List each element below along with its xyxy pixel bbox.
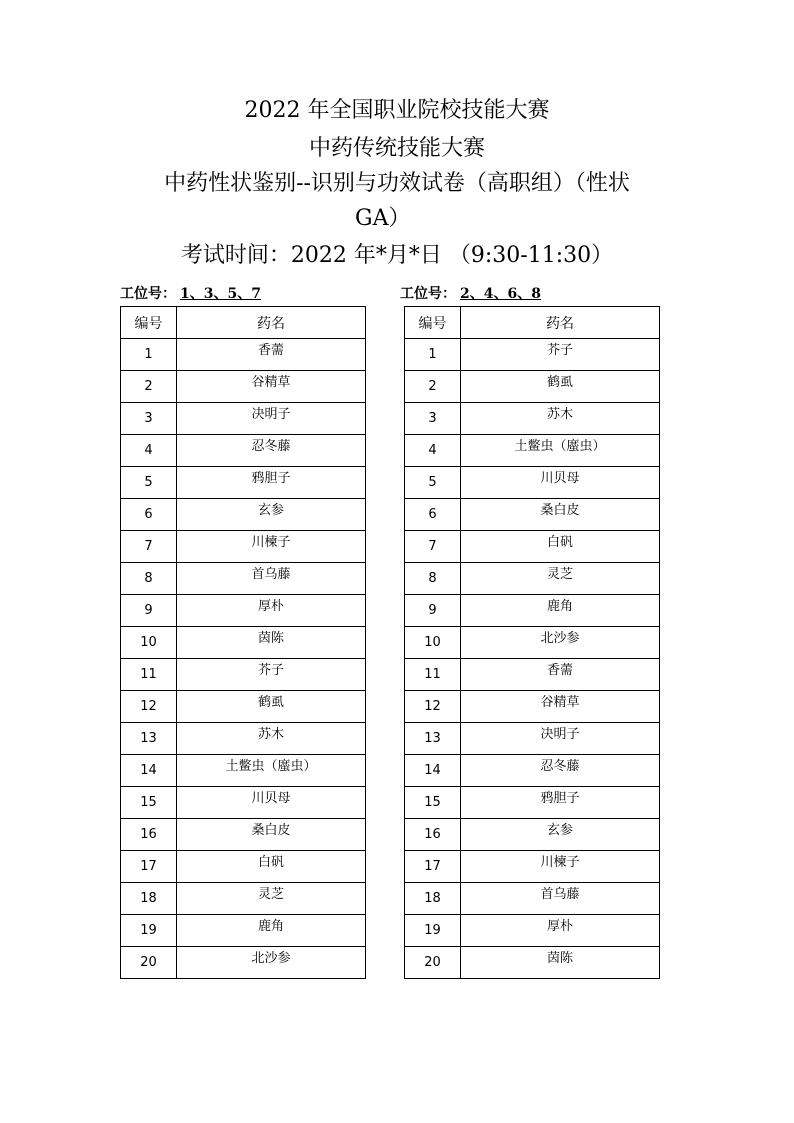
- column-header-name: 药名: [177, 307, 366, 339]
- specimen-name: 首乌藤: [461, 883, 660, 915]
- exam-title-paper-code: GA）: [355, 206, 411, 231]
- specimen-name: 鸦胆子: [177, 467, 366, 499]
- specimen-name: 川楝子: [177, 531, 366, 563]
- table-row: [405, 659, 660, 691]
- row-number: 16: [405, 819, 461, 851]
- row-number: 5: [121, 467, 177, 499]
- specimen-name: 鹿角: [461, 595, 660, 627]
- specimen-name: 灵芝: [177, 883, 366, 915]
- table-row: [121, 563, 366, 595]
- station-right: [400, 283, 541, 303]
- right-specimen-table: [404, 306, 660, 979]
- table-row: [121, 883, 366, 915]
- row-number: 20: [121, 947, 177, 979]
- table-row: [405, 787, 660, 819]
- specimen-name: 土鳖虫（䗪虫）: [461, 435, 660, 467]
- column-header-number: 编号: [121, 307, 177, 339]
- row-number: 6: [121, 499, 177, 531]
- row-number: 2: [121, 371, 177, 403]
- specimen-name: 厚朴: [177, 595, 366, 627]
- table-row: [405, 755, 660, 787]
- column-header-number: 编号: [405, 307, 461, 339]
- table-row: [405, 691, 660, 723]
- table-row: [405, 915, 660, 947]
- row-number: 14: [405, 755, 461, 787]
- row-number: 18: [121, 883, 177, 915]
- station-right-value: 2、4、6、8: [460, 286, 541, 302]
- specimen-name: 谷精草: [177, 371, 366, 403]
- specimen-name: 鹿角: [177, 915, 366, 947]
- exam-title-competition: 2022 年全国职业院校技能大赛: [244, 98, 550, 123]
- row-number: 10: [121, 627, 177, 659]
- row-number: 14: [121, 755, 177, 787]
- row-number: 3: [121, 403, 177, 435]
- row-number: 11: [121, 659, 177, 691]
- row-number: 15: [121, 787, 177, 819]
- specimen-name: 香薷: [461, 659, 660, 691]
- specimen-name: 决明子: [177, 403, 366, 435]
- specimen-name: 川楝子: [461, 851, 660, 883]
- row-number: 13: [405, 723, 461, 755]
- row-number: 20: [405, 947, 461, 979]
- station-left: [120, 283, 261, 303]
- exam-title-paper: 中药性状鉴别--识别与功效试卷（高职组）（性状: [164, 171, 630, 196]
- specimen-name: 茵陈: [177, 627, 366, 659]
- table-row: [405, 723, 660, 755]
- row-number: 19: [121, 915, 177, 947]
- row-number: 1: [121, 339, 177, 371]
- row-number: 12: [405, 691, 461, 723]
- left-specimen-table: [120, 306, 366, 979]
- row-number: 17: [121, 851, 177, 883]
- specimen-name: 北沙参: [461, 627, 660, 659]
- table-row: [405, 851, 660, 883]
- table-row: [121, 531, 366, 563]
- station-left-label: 工位号：: [120, 286, 176, 302]
- table-row: [121, 915, 366, 947]
- station-right-label: 工位号：: [400, 286, 456, 302]
- row-number: 8: [405, 563, 461, 595]
- specimen-name: 决明子: [461, 723, 660, 755]
- specimen-name: 川贝母: [461, 467, 660, 499]
- table-row: [121, 787, 366, 819]
- row-number: 12: [121, 691, 177, 723]
- row-number: 11: [405, 659, 461, 691]
- table-row: [405, 499, 660, 531]
- table-row: [121, 723, 366, 755]
- column-header-name: 药名: [461, 307, 660, 339]
- specimen-name: 苏木: [177, 723, 366, 755]
- table-row: [405, 531, 660, 563]
- table-row: [405, 947, 660, 979]
- row-number: 19: [405, 915, 461, 947]
- specimen-name: 苏木: [461, 403, 660, 435]
- specimen-name: 土鳖虫（䗪虫）: [177, 755, 366, 787]
- table-row: [121, 691, 366, 723]
- row-number: 5: [405, 467, 461, 499]
- specimen-name: 白矾: [177, 851, 366, 883]
- table-row: [121, 403, 366, 435]
- table-row: [121, 755, 366, 787]
- table-header-row: [405, 307, 660, 339]
- row-number: 18: [405, 883, 461, 915]
- table-row: [121, 819, 366, 851]
- row-number: 8: [121, 563, 177, 595]
- table-row: [121, 467, 366, 499]
- table-row: [405, 563, 660, 595]
- specimen-name: 玄参: [461, 819, 660, 851]
- specimen-name: 茵陈: [461, 947, 660, 979]
- specimen-name: 鹤虱: [177, 691, 366, 723]
- station-left-value: 1、3、5、7: [180, 286, 261, 302]
- specimen-name: 香薷: [177, 339, 366, 371]
- specimen-name: 忍冬藤: [177, 435, 366, 467]
- table-row: [121, 947, 366, 979]
- table-row: [121, 659, 366, 691]
- specimen-name: 忍冬藤: [461, 755, 660, 787]
- specimen-name: 芥子: [177, 659, 366, 691]
- specimen-name: 芥子: [461, 339, 660, 371]
- table-row: [405, 371, 660, 403]
- specimen-name: 川贝母: [177, 787, 366, 819]
- row-number: 17: [405, 851, 461, 883]
- table-row: [121, 851, 366, 883]
- table-row: [405, 819, 660, 851]
- table-row: [405, 435, 660, 467]
- row-number: 9: [121, 595, 177, 627]
- row-number: 10: [405, 627, 461, 659]
- table-row: [121, 595, 366, 627]
- specimen-name: 首乌藤: [177, 563, 366, 595]
- table-header-row: [121, 307, 366, 339]
- row-number: 15: [405, 787, 461, 819]
- table-row: [121, 499, 366, 531]
- table-row: [405, 883, 660, 915]
- row-number: 16: [121, 819, 177, 851]
- row-number: 1: [405, 339, 461, 371]
- exam-time: 考试时间：2022 年*月*日 （9:30-11:30）: [180, 243, 614, 268]
- specimen-name: 玄参: [177, 499, 366, 531]
- table-row: [405, 339, 660, 371]
- table-row: [121, 371, 366, 403]
- specimen-name: 桑白皮: [461, 499, 660, 531]
- row-number: 2: [405, 371, 461, 403]
- table-row: [405, 403, 660, 435]
- specimen-name: 鸦胆子: [461, 787, 660, 819]
- row-number: 13: [121, 723, 177, 755]
- row-number: 7: [405, 531, 461, 563]
- specimen-name: 北沙参: [177, 947, 366, 979]
- row-number: 4: [405, 435, 461, 467]
- specimen-name: 白矾: [461, 531, 660, 563]
- row-number: 4: [121, 435, 177, 467]
- row-number: 9: [405, 595, 461, 627]
- row-number: 3: [405, 403, 461, 435]
- row-number: 7: [121, 531, 177, 563]
- table-row: [121, 435, 366, 467]
- row-number: 6: [405, 499, 461, 531]
- table-row: [405, 467, 660, 499]
- specimen-name: 谷精草: [461, 691, 660, 723]
- specimen-name: 厚朴: [461, 915, 660, 947]
- table-row: [405, 627, 660, 659]
- table-row: [405, 595, 660, 627]
- table-row: [121, 627, 366, 659]
- specimen-name: 灵芝: [461, 563, 660, 595]
- specimen-name: 鹤虱: [461, 371, 660, 403]
- table-row: [121, 339, 366, 371]
- exam-title-event: 中药传统技能大赛: [308, 136, 485, 161]
- specimen-name: 桑白皮: [177, 819, 366, 851]
